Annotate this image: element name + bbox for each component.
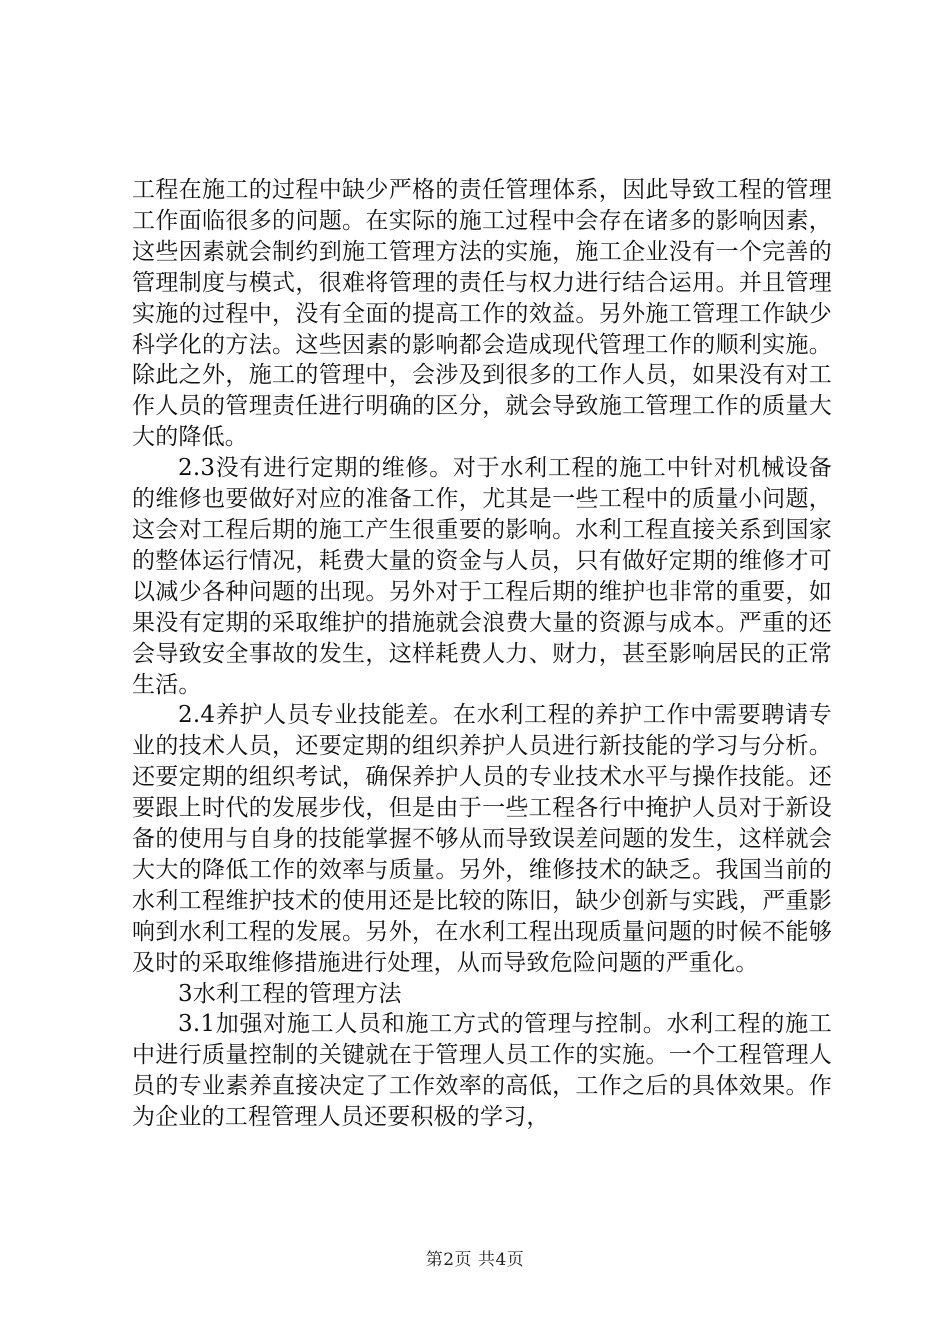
section-heading: 3水利工程的管理方法: [178, 980, 402, 1007]
document-body: [132, 175, 832, 1133]
page-number-footer: 第2页 共4页: [425, 1250, 525, 1270]
paragraph-continued: 工程在施工的过程中缺少严格的责任管理体系，因此导致工程的管理工作面临很多的问题。在实际的施工过程中会存在诸多的影响因素，这些因素就会制约到施工管理方法的实施，施工企业没有一个完善的管理制度与模式，很难将管理的责任与权力进行结合运用。并且管理实施的过程中，没有全面的提高工作的效益。另外施工管理工作缺少科学化的方法。这些因素的影响都会造成现代管理工作的顺利实施。除此之外，施工的管理中，会涉及到很多的工作人员，如果没有对工作人员的管理责任进行明确的区分，就会导致施工管理工作的质量大大的降低。: [132, 177, 832, 451]
paragraph-2-3: 2.3没有进行定期的维修。对于水利工程的施工中针对机械设备的维修也要做好对应的准备工作，尤其是一些工程中的质量小问题，这会对工程后期的施工产生很重要的影响。水利工程直接关系到国家的整体运行情况，耗费大量的资金与人员，只有做好定期的维修才可以减少各种问题的出现。另外对于工程后期的维护也非常的重要，如果没有定期的采取维护的措施就会浪费大量的资源与成本。严重的还会导致安全事故的发生，这样耗费人力、财力，甚至影响居民的正常生活。: [132, 455, 832, 698]
paragraph-2-4: 2.4养护人员专业技能差。在水利工程的养护工作中需要聘请专业的技术人员，还要定期的组织养护人员进行新技能的学习与分析。还要定期的组织考试，确保养护人员的专业技术水平与操作技能。还要跟上时代的发展步伐，但是由于一些工程各行中掩护人员对于新设备的使用与自身的技能掌握不够从而导致误差问题的发生，这样就会大大的降低工作的效率与质量。另外，维修技术的缺乏。我国当前的水利工程维护技术的使用还是比较的陈旧，缺少创新与实践，严重影响到水利工程的发展。另外，在水利工程出现质量问题的时候不能够及时的采取维修措施进行处理，从而导致危险问题的严重化。: [132, 702, 832, 976]
paragraph-3-1: 3.1加强对施工人员和施工方式的管理与控制。水利工程的施工中进行质量控制的关键就在于管理人员工作的实施。一个工程管理人员的专业素养直接决定了工作效率的高低，工作之后的具体效果。作为企业的工程管理人员还要积极的学习，: [132, 1011, 832, 1131]
